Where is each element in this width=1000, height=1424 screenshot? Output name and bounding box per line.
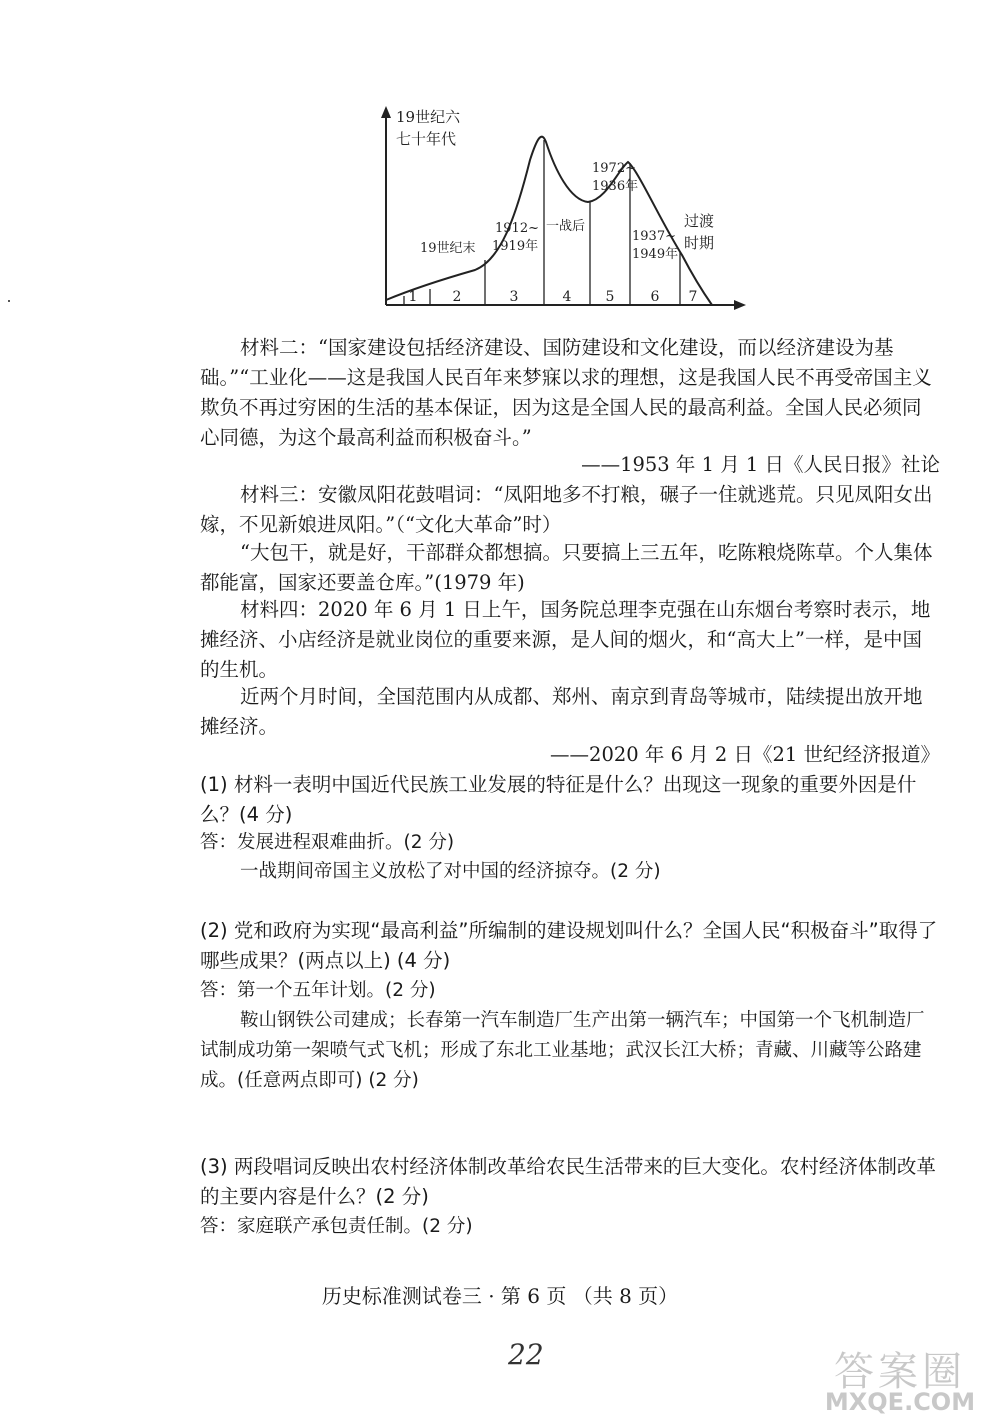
x-axis-arrow [734, 300, 746, 310]
question-2: (2) 党和政府为实现“最高利益”所编制的建设规划叫什么？全国人民“积极奋斗”取得了哪些成果？(两点以上) (4 分) [200, 919, 938, 972]
y-axis-label-line1: 19世纪六 [396, 108, 461, 126]
material-two-source: ——1953 年 1 月 1 日《人民日报》社论 [581, 453, 940, 476]
annotation-1912-line1: 1912~ [495, 221, 539, 236]
peak-label-line1: 1972~ [592, 161, 636, 176]
annotation-1937-line1: 1937~ [632, 229, 676, 244]
question-1-answer-1: 答：发展进程艰难曲折。(2 分) [200, 832, 455, 853]
question-3-answer-1: 答：家庭联产承包责任制。(2 分) [200, 1216, 473, 1237]
annotation-1937-line2: 1949年 [632, 247, 679, 262]
material-three-text-2: “大包干，就是好，干部群众都想搞。只要搞上三五年，吃陈粮烧陈草。个人集体都能富，国家还要盖仓库。”(1979 年) [200, 541, 933, 594]
question-2-answer-2: 鞍山钢铁公司建成；长春第一汽车制造厂生产出第一辆汽车；中国第一个飞机制造厂试制成功第一架喷气式飞机；形成了东北工业基地；武汉长江大桥；青藏、川藏等公路建成。(任意两点即可) (2 分) [200, 1010, 925, 1091]
annotation-after-ww1: 一战后 [546, 219, 586, 234]
segment-number-1: 1 [408, 289, 418, 305]
question-1-answer-2: 一战期间帝国主义放松了对中国的经济掠夺。(2 分) [240, 861, 661, 882]
question-2-answer-1: 答：第一个五年计划。(2 分) [200, 980, 436, 1001]
segment-number-3: 3 [509, 289, 519, 305]
annotation-transition-line1: 过渡 [684, 212, 715, 230]
material-four-text-2: 近两个月时间，全国范围内从成都、郑州、南京到青岛等城市，陆续提出放开地摊经济。 [200, 685, 923, 738]
peak-label-line2: 1936年 [592, 179, 639, 194]
industry-development-curve-chart [370, 100, 750, 315]
annotation-1912-line2: 1919年 [492, 239, 539, 254]
segment-number-4: 4 [562, 289, 572, 305]
handwritten-page-number: 22 [508, 1338, 544, 1371]
question-3: (3) 两段唱词反映出农村经济体制改革给农民生活带来的巨大变化。农村经济体制改革的主要内容是什么？(2 分) [200, 1155, 936, 1208]
segment-number-7: 7 [688, 289, 698, 305]
material-three-text-1: 材料三：安徽凤阳花鼓唱词：“凤阳地多不打粮，碾子一住就逃荒。只见凤阳女出嫁，不见新娘进凤阳。”（“文化大革命”时） [200, 483, 933, 536]
segment-number-2: 2 [452, 289, 462, 305]
material-four-source: ——2020 年 6 月 2 日《21 世纪经济报道》 [550, 743, 940, 766]
material-four-text-1: 材料四：2020 年 6 月 1 日上午，国务院总理李克强在山东烟台考察时表示，地摊经济、小店经济是就业岗位的重要来源，是人间的烟火，和“高大上”一样，是中国的生机。 [200, 598, 931, 681]
page-footer: 历史标准测试卷三 · 第 6 页 （共 8 页） [321, 1284, 679, 1308]
watermark-en: MXQE.COM [824, 1388, 976, 1416]
annotation-19th-century-end: 19世纪末 [420, 241, 476, 256]
y-axis-label-line2: 七十年代 [396, 130, 457, 148]
material-two-text: 材料二：“国家建设包括经济建设、国防建设和文化建设，而以经济建设为基础。”“工业化——这是我国人民百年来梦寐以求的理想，这是我国人民不再受帝国主义欺负不再过穷困的生活的基本保证，因为这是全国人民的最高利益。全国人民必须同心同德，为这个最高利益而积极奋斗。” [200, 336, 932, 449]
question-1: (1) 材料一表明中国近代民族工业发展的特征是什么？出现这一现象的重要外因是什么？(4 分) [200, 773, 917, 826]
y-axis-arrow [381, 106, 391, 118]
annotation-transition-line2: 时期 [684, 234, 715, 252]
site-watermark [810, 1340, 990, 1418]
segment-number-5: 5 [605, 289, 615, 305]
scan-speck [8, 300, 10, 302]
segment-number-6: 6 [650, 289, 660, 305]
watermark-cn: 答案圈 [834, 1349, 966, 1395]
